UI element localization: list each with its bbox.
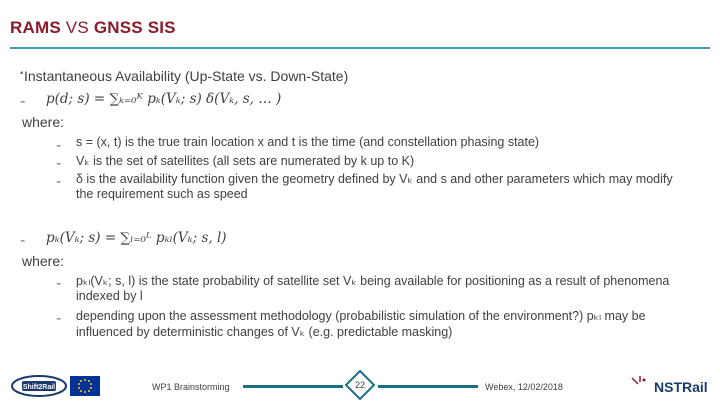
item-train-location: s = (x, t) is the true train location x and t is the time (and constellation phasing state) [76,135,540,149]
item-methodology-cont: influenced by deterministic changes of Vₖ (e.g. predictable masking) [76,325,453,339]
svg-text:Shift2Rail: Shift2Rail [22,384,56,391]
item-satellite-set: Vₖ is the set of satellites (all sets are numerated by k up to K) [76,154,415,168]
page-number: 22 [354,380,366,390]
nstrail-logo-icon [626,372,716,400]
dash-marker: - [20,232,26,249]
title-suffix: GNSS SIS [93,18,176,37]
footer-right-text: Webex, 12/02/2018 [485,382,563,392]
item-state-probability-cont: indexed by l [76,289,143,303]
page-number-badge [345,370,375,400]
dash-marker: - [56,310,62,327]
title-rule [10,47,710,49]
where-label-1: where: [22,114,65,130]
item-state-probability: pₖₗ(Vₖ; s, l) is the state probability of satellite set Vₖ being available for positioning as a result of phenomena [76,274,670,288]
shift2rail-logo-icon [10,374,68,398]
dash-marker: - [20,93,26,110]
footer-left-text: WP1 Brainstorming [152,382,230,392]
heading-text: Instantaneous Availability (Up-State vs. Down-State) [24,68,349,84]
formula-set-probability: pₖ(Vₖ; s) = ∑ₗ₌₀ᴸ pₖₗ(Vₖ; s, l) [46,230,227,246]
item-methodology: depending upon the assessment methodology (probabilistic simulation of the environment?) pₖₗ may be [76,309,646,323]
where-label-2: where: [22,253,65,269]
bullet-marker: ▪ [20,68,24,79]
footer-bar-right [378,385,478,388]
dash-marker: - [56,173,62,190]
svg-text:NSTRail: NSTRail [654,379,708,395]
formula-availability: p(d; s) = ∑ₖ₌₀ᴷ pₖ(Vₖ; s) δ(Vₖ, s, … ) [46,91,282,107]
footer-bar-left [243,385,343,388]
item-availability-function: δ is the availability function given the geometry defined by Vₖ and s and other parameters which may modify [76,172,673,186]
dash-marker: - [56,275,62,292]
dash-marker: - [56,137,62,154]
title-vs: VS [65,18,89,37]
slide-title [10,18,176,38]
item-availability-function-cont: the requirement such as speed [76,187,248,201]
eu-flag-icon [70,376,100,396]
title-prefix: RAMS [10,18,61,37]
dash-marker: - [56,155,62,172]
